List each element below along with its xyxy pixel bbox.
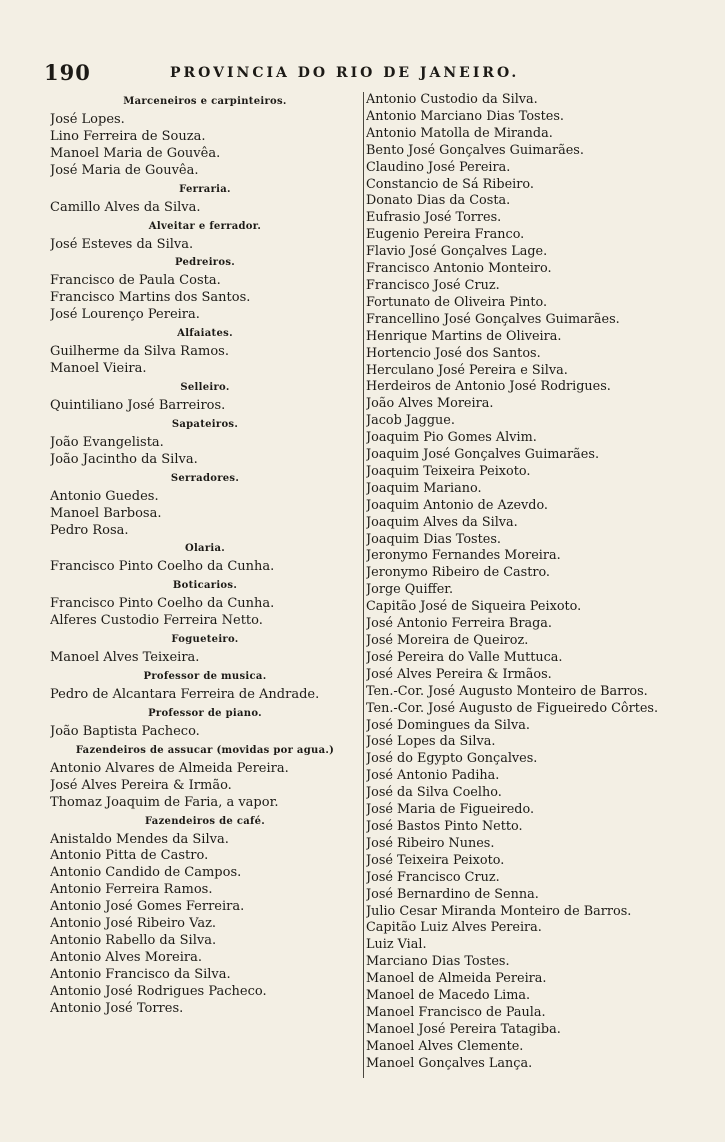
list-item: Francisco Antonio Monteiro. [366, 261, 552, 277]
list-item: Pedro Rosa. [50, 522, 129, 538]
list-item: Eugenio Pereira Franco. [366, 227, 525, 243]
list-item: José Pereira do Valle Muttuca. [366, 649, 563, 665]
list-item: Luiz Vial. [366, 937, 427, 953]
list-item: Fortunato de Oliveira Pinto. [366, 294, 548, 310]
list-item: Hortencio José dos Santos. [366, 345, 541, 361]
list-item: Herdeiros de Antonio José Rodrigues. [366, 379, 611, 395]
list-item: Donato Dias da Costa. [366, 193, 511, 209]
list-item: Manoel Alves Teixeira. [50, 650, 200, 666]
list-item: Joaquim José Gonçalves Guimarães. [366, 447, 600, 463]
list-item: Antonio Francisco da Silva. [50, 966, 231, 982]
section-heading: Olaria. [184, 543, 226, 555]
list-item: João Baptista Pacheco. [50, 723, 200, 739]
list-item: Antonio Pitta de Castro. [50, 848, 209, 864]
list-item: Joaquim Antonio de Azevdo. [366, 497, 548, 513]
running-title: PROVINCIA DO RIO DE JANEIRO. [170, 65, 520, 81]
list-item: Constancio de Sá Ribeiro. [366, 176, 534, 192]
list-item: José Teixeira Peixoto. [366, 852, 505, 868]
list-item: Francisco Pinto Coelho da Cunha. [50, 596, 275, 612]
list-item: Joaquim Mariano. [366, 480, 482, 496]
list-item: Ten.-Cor. José Augusto de Figueiredo Côrtes. [366, 700, 659, 716]
list-item: Manoel Alves Clemente. [366, 1038, 524, 1054]
section-heading: Ferraria. [179, 183, 231, 195]
section-heading: Fazendeiros de café. [144, 815, 266, 827]
list-item: Anistaldo Mendes da Silva. [50, 831, 229, 847]
list-item: João Alves Moreira. [366, 396, 494, 412]
list-item: Quintiliano José Barreiros. [50, 397, 226, 413]
list-item: Joaquim Dias Tostes. [366, 531, 501, 547]
list-item: Henrique Martins de Oliveira. [366, 328, 562, 344]
list-item: José Lopes da Silva. [366, 734, 496, 750]
list-item: Antonio Rabello da Silva. [50, 933, 217, 948]
list-item: Antonio Ferreira Ramos. [50, 882, 213, 898]
list-item: Claudino José Pereira. [366, 159, 511, 175]
list-item: Antonio José Rodrigues Pacheco. [50, 983, 267, 999]
list-item: Joaquim Alves da Silva. [366, 514, 518, 530]
list-item: Thomaz Joaquim de Faria, a vapor. [50, 794, 279, 810]
list-item: Jorge Quiffer. [366, 582, 454, 598]
list-item: Francisco Martins dos Santos. [50, 290, 251, 306]
section-heading: Alveitar e ferrador. [148, 220, 262, 232]
list-item: José Francisco Cruz. [366, 869, 500, 885]
section-heading: Alfaiates. [177, 328, 233, 340]
list-item: Antonio Matolla de Miranda. [366, 125, 553, 141]
list-item: Marciano Dias Tostes. [366, 954, 510, 970]
list-item: Eufrasio José Torres. [366, 210, 502, 226]
list-item: José Lourenço Pereira. [50, 307, 200, 323]
list-item: Ten.-Cor. José Augusto Monteiro de Barros. [366, 683, 648, 699]
list-item: José Alves Pereira & Irmão. [50, 777, 232, 793]
list-item: Guilherme da Silva Ramos. [50, 344, 229, 360]
list-item: José da Silva Coelho. [366, 785, 502, 801]
list-item: Manoel de Almeida Pereira. [366, 971, 547, 987]
list-item: Capitão Luiz Alves Pereira. [366, 920, 542, 936]
list-item: Pedro de Alcantara Ferreira de Andrade. [50, 687, 320, 703]
list-item: Herculano José Pereira e Silva. [366, 362, 568, 378]
list-item: José Lopes. [50, 112, 125, 127]
list-item: Bento José Gonçalves Guimarães. [366, 142, 584, 158]
list-item: José Esteves da Silva. [50, 236, 194, 252]
list-item: Antonio José Torres. [50, 1000, 184, 1016]
list-item: Jeronymo Fernandes Moreira. [366, 548, 561, 564]
list-item: José Bernardino de Senna. [366, 886, 539, 902]
section-heading: Marceneiros e carpinteiros. [123, 96, 287, 107]
list-item: José Antonio Padiha. [366, 768, 500, 784]
list-item: Capitão José de Siqueira Peixoto. [366, 599, 582, 615]
list-item: Lino Ferreira de Souza. [50, 128, 206, 144]
list-item: Antonio Alves Moreira. [50, 949, 202, 965]
list-item: Alferes Custodio Ferreira Netto. [50, 613, 263, 629]
list-item: Antonio José Ribeiro Vaz. [50, 916, 217, 932]
list-item: Antonio Marciano Dias Tostes. [366, 108, 564, 124]
list-item: Camillo Alves da Silva. [50, 199, 201, 215]
list-item: Manoel Gonçalves Lança. [366, 1055, 533, 1071]
page-header [44, 60, 684, 88]
section-heading: Serradores. [170, 472, 240, 484]
list-item: Jacob Jaggue. [366, 413, 455, 429]
list-item: Manoel Maria de Gouvêa. [50, 145, 221, 161]
list-item: Antonio Alvares de Almeida Pereira. [50, 760, 289, 776]
list-item: Francisco Pinto Coelho da Cunha. [50, 559, 275, 575]
list-item: Joaquim Teixeira Peixoto. [366, 463, 531, 479]
list-item: Antonio Custodio da Silva. [366, 92, 538, 107]
list-item: José Maria de Gouvêa. [50, 162, 199, 178]
right-column [366, 92, 701, 1073]
list-item: Manoel Francisco de Paula. [366, 1004, 546, 1020]
list-item: José Ribeiro Nunes. [366, 835, 495, 851]
list-item: Manoel de Macedo Lima. [366, 988, 531, 1004]
page-number: 190 [44, 60, 91, 85]
list-item: Antonio José Gomes Ferreira. [50, 899, 245, 915]
list-item: Francisco de Paula Costa. [50, 273, 221, 289]
section-heading: Fogueteiro. [171, 634, 239, 646]
list-item: Julio Cesar Miranda Monteiro de Barros. [366, 903, 632, 919]
section-heading: Selleiro. [180, 381, 230, 393]
list-item: Joaquim Pio Gomes Alvim. [366, 430, 537, 446]
list-item: Manoel Barbosa. [50, 505, 162, 521]
list-item: Antonio Guedes. [50, 488, 159, 504]
list-item: José do Egypto Gonçalves. [366, 751, 538, 767]
list-item: Manoel Vieira. [50, 361, 147, 377]
section-heading: Pedreiros. [174, 257, 236, 269]
list-item: João Jacintho da Silva. [50, 451, 198, 467]
column-divider [363, 92, 364, 1078]
list-item: João Evangelista. [50, 434, 164, 450]
list-item: José Antonio Ferreira Braga. [366, 616, 552, 632]
list-item: Manoel José Pereira Tatagiba. [366, 1021, 561, 1037]
list-item: Jeronymo Ribeiro de Castro. [366, 565, 551, 581]
section-heading: Professor de piano. [148, 707, 262, 719]
list-item: José Moreira de Queiroz. [366, 633, 529, 648]
left-column [50, 92, 360, 1018]
list-item: Antonio Candido de Campos. [50, 865, 242, 881]
list-item: Francellino José Gonçalves Guimarães. [366, 311, 620, 327]
list-item: Francisco José Cruz. [366, 277, 500, 293]
section-heading: Sapateiros. [171, 418, 239, 430]
section-heading: Boticarios. [172, 580, 238, 592]
section-heading: Professor de musica. [143, 671, 267, 683]
list-item: José Alves Pereira & Irmãos. [366, 666, 552, 682]
section-heading: Fazendeiros de assucar (movidas por agua.) [75, 744, 335, 756]
list-item: José Maria de Figueiredo. [366, 802, 535, 818]
list-item: Flavio José Gonçalves Lage. [366, 244, 548, 260]
list-item: José Bastos Pinto Netto. [366, 818, 523, 834]
list-item: José Domingues da Silva. [366, 717, 530, 733]
